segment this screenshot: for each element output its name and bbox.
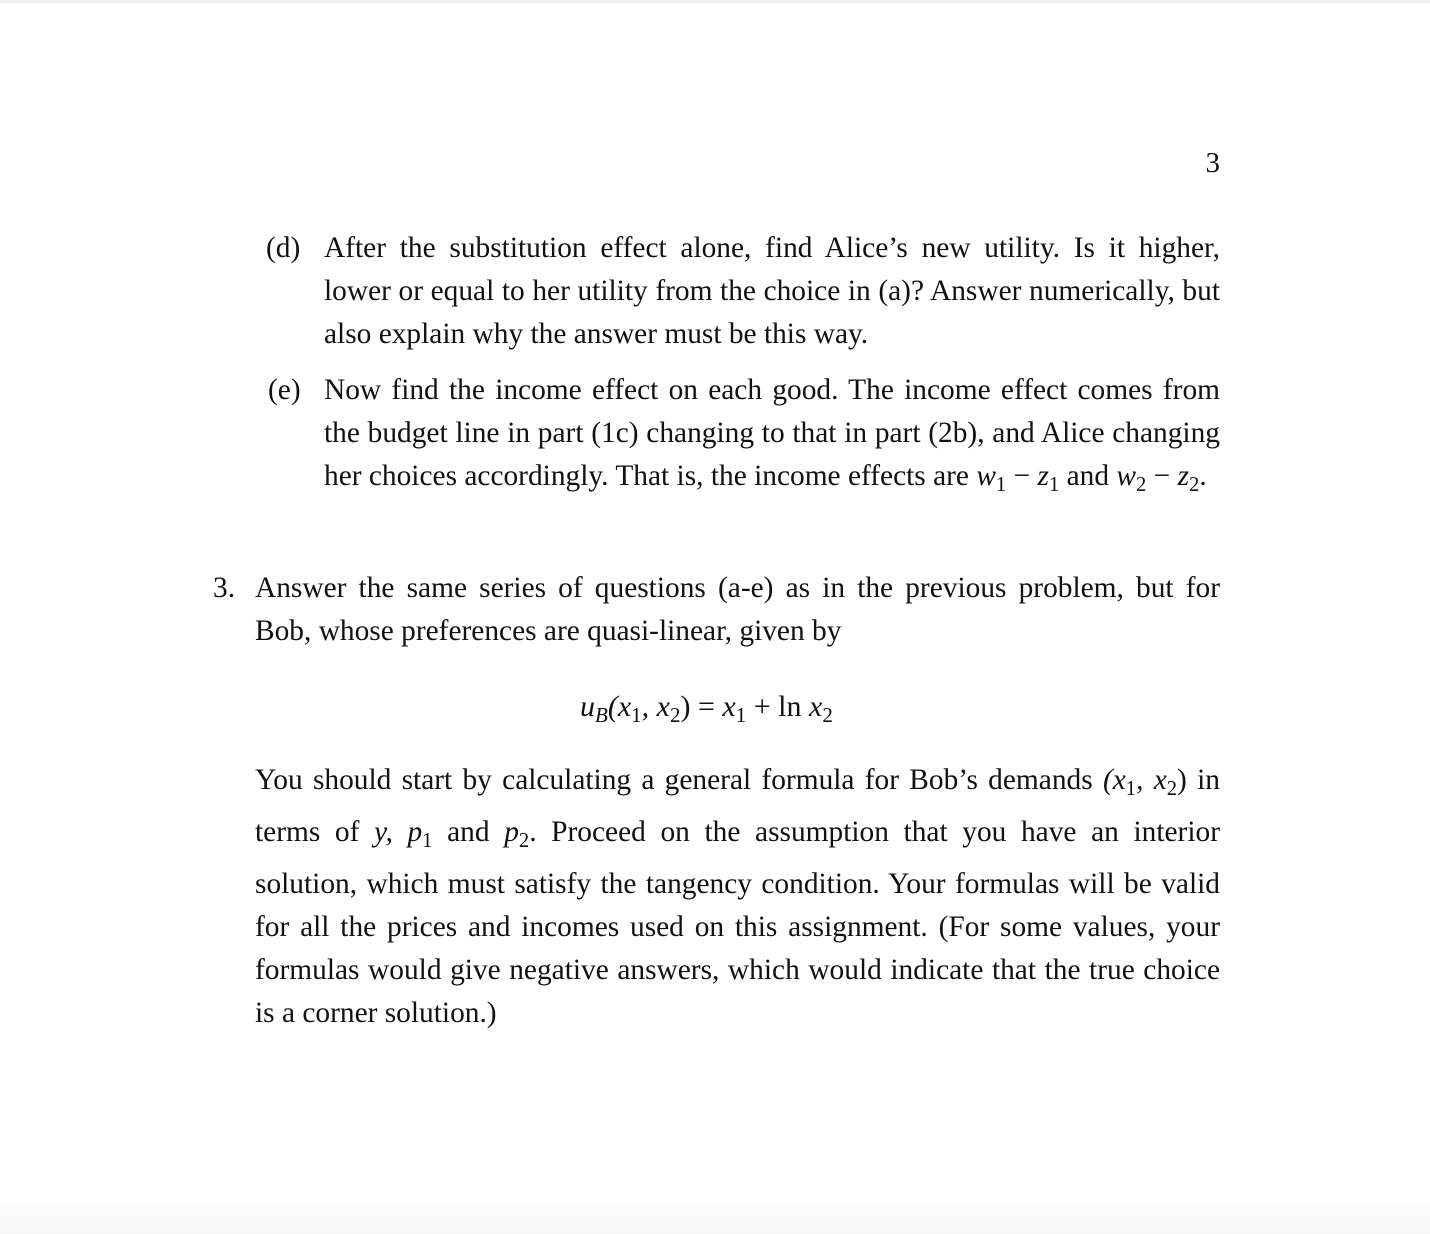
math-sub: 1	[1125, 777, 1137, 800]
math-x: x	[722, 690, 736, 723]
math-args-open: (x	[607, 690, 632, 723]
problem-3-label: 3.	[213, 572, 236, 604]
math-sub: 1	[422, 829, 433, 852]
math-u: u	[580, 690, 595, 723]
math-sub: 2	[1136, 473, 1147, 496]
math-sub: 1	[995, 473, 1007, 496]
math-pair-close: )	[1177, 764, 1187, 796]
problem-3-body	[255, 759, 1220, 1035]
math-w: w	[1116, 460, 1136, 492]
math-sub: 1	[735, 702, 747, 727]
problem-3-intro: Answer the same series of questions (a-e) as in the previous problem, but for Bob, whose preferences are quasi-linear, given by	[255, 572, 1220, 647]
math-sub: 2	[822, 702, 833, 727]
body-terms: in terms of	[255, 764, 1220, 848]
utility-equation	[580, 684, 833, 738]
math-sub: 2	[669, 702, 681, 727]
math-plus: +	[746, 690, 779, 723]
body-and: and	[432, 815, 505, 848]
math-z: z	[1037, 460, 1049, 492]
body-rest: . Proceed on the assumption that you have an interior solution, which must satisfy the tangency condition. Your formulas will be valid for all the prices and incomes used on this assignment. (For some values, your formulas would give negative answers, which would indicate that the true choice is a corner solution.)	[255, 815, 1220, 1029]
math-w: w	[976, 460, 996, 492]
item-e-text	[324, 369, 1220, 507]
item-d-label: (d)	[266, 232, 301, 264]
body-start: You should start by calculating a general formula for Bob’s demands	[255, 764, 1103, 796]
math-sub: B	[595, 702, 608, 727]
page-number: 3	[1205, 147, 1220, 179]
math-y-p: y, p	[374, 815, 423, 848]
math-pair-open: (x	[1102, 764, 1126, 796]
math-x: x	[808, 690, 823, 723]
and-text: and	[1059, 460, 1117, 492]
math-sub: 2	[518, 829, 530, 852]
page-top-edge	[0, 0, 1430, 3]
item-e-label: (e)	[268, 374, 301, 406]
math-sub: 2	[1166, 777, 1178, 800]
math-minus: −	[1006, 460, 1038, 492]
math-p: p	[504, 815, 519, 848]
math-minus: −	[1146, 460, 1178, 492]
math-pair-mid: , x	[1136, 764, 1167, 796]
math-comma-x: , x	[641, 690, 670, 723]
math-sub: 1	[1048, 473, 1060, 496]
item-e-text-start: Now find the income effect on each good. The income effect comes from the budget line in part (1c) changing to that in part (2b), and Alice changing her choices accordingly. That is, the income effects are	[324, 374, 1220, 492]
math-sub: 2	[1189, 473, 1200, 496]
math-equals: =	[690, 690, 723, 723]
math-ln: ln	[778, 690, 809, 723]
page-bottom-edge	[0, 1195, 1430, 1234]
item-d-text: After the substitution effect alone, find Alice’s new utility. Is it higher, lower or equal to her utility from the choice in (a)? Answer numerically, but also explain why the answer must be this way.	[324, 232, 1220, 350]
period: .	[1199, 460, 1207, 492]
math-close: )	[680, 690, 691, 723]
math-sub: 1	[631, 702, 642, 727]
math-z: z	[1177, 460, 1190, 492]
